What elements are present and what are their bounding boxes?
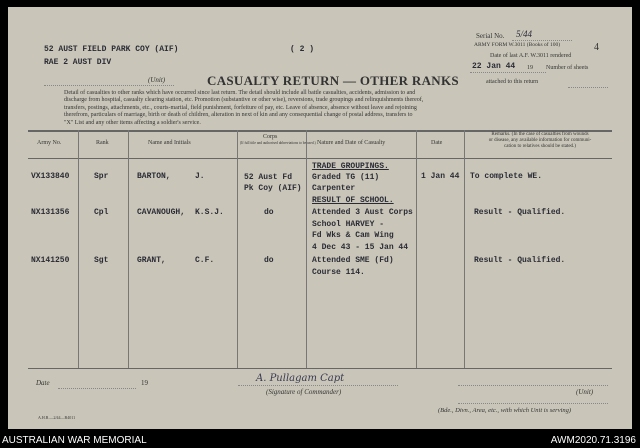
commander-signature: A. Pullagam Capt: [256, 373, 345, 384]
col-corps-note: (If full title and authorised abbreviations to be used.): [240, 141, 316, 145]
row1-remarks: To complete WE.: [470, 172, 543, 181]
col-remarks: [468, 132, 612, 150]
row3-army-no: NX141250: [31, 256, 70, 265]
nature-line: Attended 3 Aust Corps: [312, 208, 413, 217]
page-number: ( 2 ): [290, 45, 315, 54]
col-corps: Corps: [263, 134, 278, 140]
col-date: Date: [431, 140, 443, 146]
signature-label: (Signature of Commander): [266, 388, 342, 396]
row2-rank: Cpl: [94, 208, 109, 217]
corps-line: Pk Coy (AIF): [244, 184, 302, 193]
print-code: A.H.R.—2/44—B4011: [38, 415, 76, 420]
row1-initials: J.: [195, 172, 205, 181]
caption-left: AUSTRALIAN WAR MEMORIAL: [2, 435, 147, 446]
row1-nature: [312, 161, 394, 206]
unit-typed: 52 AUST FIELD PARK COY (AIF): [44, 45, 179, 54]
col-name: Name and Initials: [148, 140, 191, 146]
sheets-value: 4: [594, 42, 599, 53]
unit-label-footer: (Unit): [576, 388, 594, 396]
nature-line: 4 Dec 43 - 15 Jan 44: [312, 242, 409, 252]
bde-label: (Bde., Divn., Area, etc., with which Unit is serving): [438, 407, 572, 414]
casualty-return-form: [8, 7, 632, 429]
row2-name: CAVANOUGH,: [137, 208, 186, 217]
col-nature: Nature and Date of Casualty: [317, 140, 386, 146]
row2-army-no: NX131356: [31, 208, 70, 217]
row2-nature: [312, 207, 413, 253]
nature-line: TRADE GROUPINGS.: [312, 162, 389, 171]
remarks-note-line: or disease, any available information for communi-: [488, 138, 592, 143]
remarks-note-line: cation to relatives should be stated.): [504, 144, 576, 149]
nature-line: Attended SME (Fd): [312, 256, 394, 265]
row2-remarks: Result - Qualified.: [474, 208, 566, 217]
army-form-label: ARMY FORM W.3011 (Books of 100): [474, 42, 561, 48]
last-rendered-date: 22 Jan 44: [472, 62, 516, 71]
year-label: 19: [141, 379, 148, 387]
row3-nature: [312, 255, 394, 278]
row1-army-no: VX133840: [31, 172, 70, 181]
row1-date: 1 Jan 44: [421, 172, 460, 181]
remarks-note-line: Remarks. (In the case of casualties from wounds: [491, 132, 589, 137]
row1-rank: Spr: [94, 172, 109, 181]
row1-corps: [244, 172, 302, 194]
row3-name: GRANT,: [137, 256, 166, 265]
year-suffix: 19: [527, 65, 533, 71]
division-typed: RAE 2 AUST DIV: [44, 58, 112, 67]
unit-label: (Unit): [148, 76, 166, 84]
caption-right: AWM2020.71.3196: [550, 435, 636, 446]
corps-line: 52 Aust Fd: [244, 173, 293, 182]
nature-line: Fd Wks & Cam Wing: [312, 231, 394, 240]
nature-line: Carpenter: [312, 184, 356, 194]
instruction-line: discharge from hospital, casualty clearing station, etc. Promotion (substantive or other wise), reversions, trade groupings and relinquishments thereof,: [64, 97, 424, 104]
nature-line: Course 114.: [312, 267, 365, 277]
row2-corps: do: [264, 208, 274, 217]
row3-remarks: Result - Qualified.: [474, 256, 566, 265]
instruction-line: Detail of casualties to other ranks which have occurred since last return. The detail should include all battle casualties, accidents, admission to and: [64, 90, 416, 96]
instruction-line: "X" List and any other items affecting a soldier's service.: [64, 119, 201, 126]
instruction-line: therefrom, particulars of marriage, birth or death of children, alteration in next of kin and any consequential change of postal address, transfers to: [64, 112, 413, 119]
row3-initials: C.F.: [195, 256, 215, 265]
sheets-label: Number of sheets: [546, 65, 589, 71]
row2-initials: K.S.J.: [195, 208, 224, 217]
col-rank: Rank: [96, 140, 109, 146]
nature-line: Graded TG (11): [312, 173, 380, 183]
instruction-line: transfers, postings, attachments, etc., courts-martial, field punishment, forfeiture of pay, etc. Leave of absence, absence without leave and rejoining: [64, 104, 417, 111]
last-rendered-label: Date of last A.F. W.3011 rendered: [490, 53, 572, 59]
instructions: [64, 90, 423, 127]
caption-bar: [0, 434, 640, 448]
serial-number: 5/44: [516, 29, 533, 39]
col-army-no: Army No.: [37, 140, 62, 146]
nature-line: School HARVEY -: [312, 219, 385, 229]
row3-corps: do: [264, 256, 274, 265]
attached-label: attached to this return: [486, 79, 539, 85]
row1-name: BARTON,: [137, 172, 171, 181]
form-title: CASUALTY RETURN — OTHER RANKS: [207, 73, 459, 88]
nature-line: RESULT OF SCHOOL.: [312, 195, 394, 205]
row3-rank: Sgt: [94, 256, 109, 265]
date-label: Date: [36, 379, 50, 387]
serial-label: Serial No.: [476, 32, 505, 40]
